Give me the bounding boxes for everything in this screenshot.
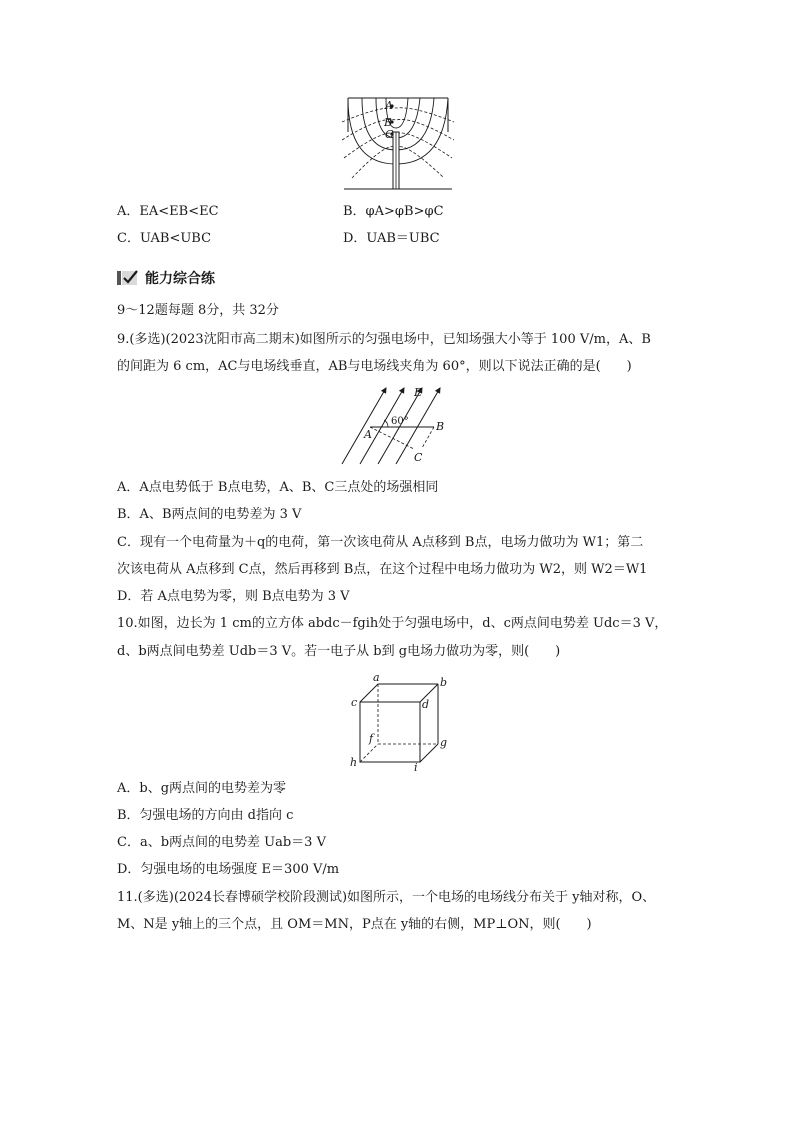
q9-label-e: E <box>414 386 423 399</box>
q10-stem-line1: 10.如图，边长为 1 cm的立方体 abdc－fgih处于匀强电场中，d、c两点间电势差 Udc＝3 V， <box>117 616 668 631</box>
score-note: 9～12题每题 8分，共 32分 <box>117 303 279 318</box>
q9-label-b: B <box>436 420 445 433</box>
q10-cube-figure <box>346 672 450 772</box>
q10-option-d[interactable]: D．匀强电场的电场强度 E＝300 V/m <box>117 862 340 877</box>
q10-stem-line2: d、b两点间电势差 Udb＝3 V。若一电子从 b到 g电场力做功为零，则( ) <box>117 644 561 659</box>
q10-label-g: g <box>440 736 448 749</box>
q10-label-b: b <box>440 676 448 689</box>
q9-label-c: C <box>414 451 423 464</box>
q9-option-b[interactable]: B．A、B两点间的电势差为 3 V <box>117 507 302 522</box>
q9-label-a: A <box>364 428 372 441</box>
section-header <box>117 266 215 290</box>
q10-option-c[interactable]: C．a、b两点间的电势差 Uab＝3 V <box>117 835 326 850</box>
q10-label-f: f <box>369 732 374 745</box>
q8-option-c[interactable]: C．UAB<UBC <box>117 231 212 246</box>
q9-option-c-line1[interactable]: C．现有一个电荷量为＋q的电荷，第一次该电荷从 A点移到 B点，电场力做功为 W1；第二 <box>117 535 644 550</box>
section-title: 能力综合练 <box>145 271 215 287</box>
q9-option-a[interactable]: A．A点电势低于 B点电势，A、B、C三点处的场强相同 <box>117 480 439 495</box>
checklist-icon <box>117 269 139 287</box>
q9-field-figure <box>338 384 450 468</box>
q11-stem-line1: 11.(多选)(2024长春博硕学校阶段测试)如图所示，一个电场的电场线分布关于 y轴对称，O、 <box>117 890 656 905</box>
q8-label-a: A <box>385 99 393 112</box>
q10-label-h: h <box>350 756 358 769</box>
q10-label-i: i <box>414 761 418 772</box>
q8-option-d[interactable]: D．UAB＝UBC <box>343 231 440 246</box>
q10-option-b[interactable]: B．匀强电场的方向由 d指向 c <box>117 808 294 823</box>
q8-option-a[interactable]: A．EA<EB<EC <box>117 204 219 219</box>
q9-stem-line1: 9.(多选)(2023沈阳市高二期末)如图所示的匀强电场中，已知场强大小等于 100 V/m，A、B <box>117 332 651 347</box>
q8-label-b: B <box>384 116 393 129</box>
q11-stem-line2: M、N是 y轴上的三个点，且 OM＝MN，P点在 y轴的右侧，MP⊥ON，则( ) <box>117 917 592 932</box>
q8-label-c: C <box>385 128 394 141</box>
q10-option-a[interactable]: A．b、g两点间的电势差为零 <box>117 781 287 796</box>
q9-option-d[interactable]: D．若 A点电势为零，则 B点电势为 3 V <box>117 589 350 604</box>
q8-option-b[interactable]: B．φA>φB>φC <box>343 204 444 219</box>
q9-label-angle: 60° <box>391 416 409 427</box>
q10-label-c: c <box>351 696 358 709</box>
q9-option-c-line2[interactable]: 次该电荷从 A点移到 C点，然后再移到 B点，在这个过程中电场力做功为 W2，则 W2＝W1 <box>117 562 648 577</box>
q9-stem-line2: 的间距为 6 cm，AC与电场线垂直，AB与电场线夹角为 60°，则以下说法正确的是( ) <box>117 359 632 374</box>
q10-label-a: a <box>373 672 380 684</box>
q8-field-figure <box>340 92 456 192</box>
q10-label-d: d <box>422 698 430 711</box>
